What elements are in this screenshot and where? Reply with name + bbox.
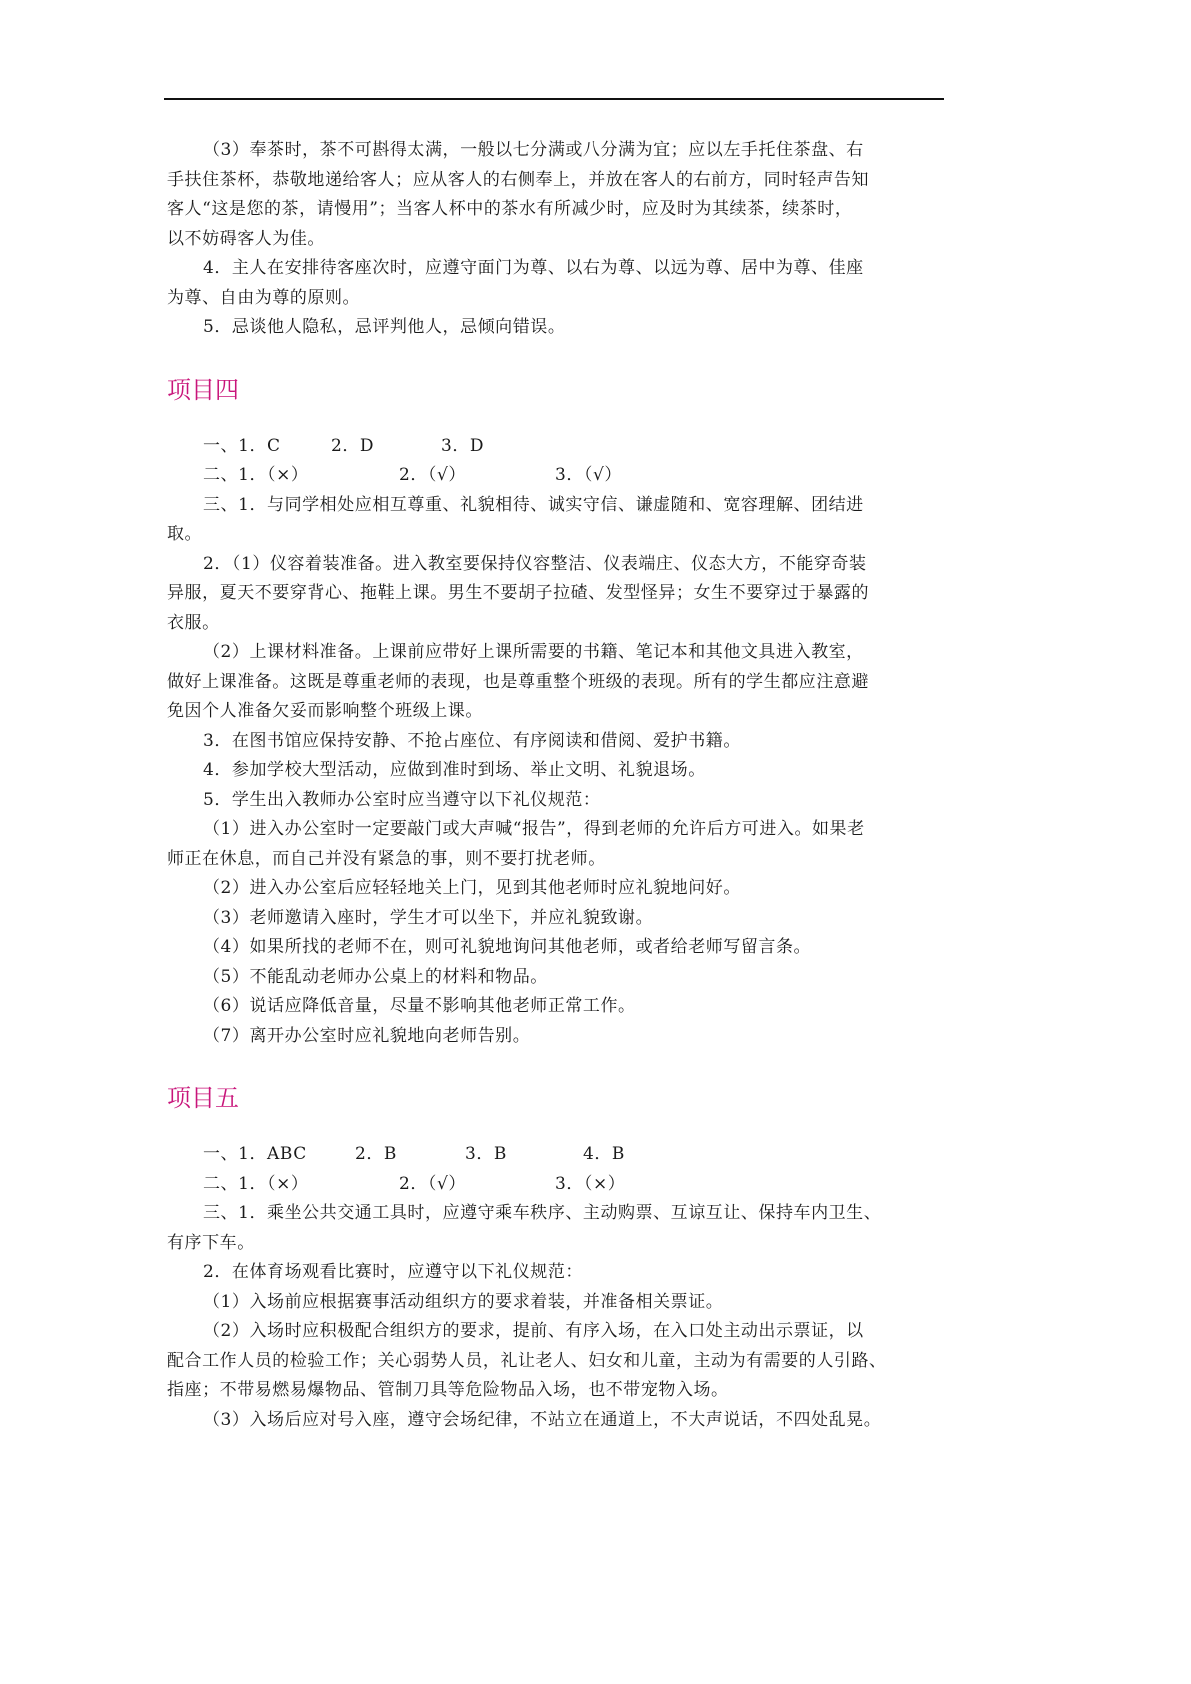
section-heading: 项目五 [167,1084,239,1112]
true-false-answers [167,1170,947,1200]
paragraph-line: （6）说话应降低音量，尽量不影响其他老师正常工作。 [203,996,636,1016]
paragraph-line: 2．在体育场观看比赛时，应遵守以下礼仪规范： [203,1262,583,1282]
answer-item: 3．（×） [555,1173,626,1194]
answer-item: 3．B [465,1144,507,1164]
paragraph-line: 4．参加学校大型活动，应做到准时到场、举止文明、礼貌退场。 [203,760,706,780]
answer-item: 2．（√） [399,1173,466,1194]
answer-item: 二、1．（×） [203,465,309,485]
multiple-choice-answers [167,432,947,462]
paragraph-line: 有序下车。 [167,1232,255,1253]
header-rule [164,98,944,100]
paragraph-line: 客人“这是您的茶，请慢用”；当客人杯中的茶水有所减少时，应及时为其续茶，续茶时， [167,199,853,219]
paragraph-line: （3）奉茶时，茶不可斟得太满，一般以七分满或八分满为宜；应以左手托住茶盘、右 [203,140,864,160]
paragraph-line: （2）进入办公室后应轻轻地关上门，见到其他老师时应礼貌地问好。 [203,878,741,898]
paragraph-line: 手扶住茶杯，恭敬地递给客人；应从客人的右侧奉上，并放在客人的右前方，同时轻声告知 [167,169,869,190]
answer-item: 一、1．C [203,435,281,456]
paragraph-line: 2．（1）仪容着装准备。进入教室要保持仪容整洁、仪表端庄、仪态大方，不能穿奇装 [203,553,867,574]
paragraph-line: 衣服。 [167,612,220,633]
paragraph-line: 4．主人在安排待客座次时，应遵守面门为尊、以右为尊、以远为尊、居中为尊、佳座 [203,258,864,278]
paragraph-line: 异服，夏天不要穿背心、拖鞋上课。男生不要胡子拉碴、发型怪异；女生不要穿过于暴露的 [167,583,869,603]
paragraph-line: （5）不能乱动老师办公桌上的材料和物品。 [203,966,548,987]
paragraph-line: （3）入场后应对号入座，遵守会场纪律，不站立在通道上，不大声说话，不四处乱晃。 [203,1409,882,1430]
answer-item: 2．B [355,1144,397,1164]
paragraph-line: 3．在图书馆应保持安静、不抢占座位、有序阅读和借阅、爱护书籍。 [203,730,741,751]
multiple-choice-answers [167,1140,947,1170]
paragraph-line: 取。 [167,524,203,544]
paragraph-line: （7）离开办公室时应礼貌地向老师告别。 [203,1025,531,1046]
paragraph-line: 5．忌谈他人隐私，忌评判他人，忌倾向错误。 [203,317,566,337]
answer-item: 4．B [583,1144,625,1164]
answer-item: 3．（√） [555,465,622,485]
answer-item: 二、1．（×） [203,1173,309,1194]
paragraph-line: 以不妨碍客人为佳。 [167,228,325,249]
paragraph-line: （1）进入办公室时一定要敲门或大声喊“报告”，得到老师的允许后方可进入。如果老 [203,819,865,839]
answer-item: 2．（√） [399,465,466,485]
paragraph-line: （2）入场时应积极配合组织方的要求，提前、有序入场，在入口处主动出示票证，以 [203,1321,864,1341]
paragraph-line: 5．学生出入教师办公室时应当遵守以下礼仪规范： [203,789,601,810]
answer-item: 2．D [331,435,375,456]
paragraph-line: （2）上课材料准备。上课前应带好上课所需要的书籍、笔记本和其他文具进入教室， [203,642,864,662]
paragraph-line: 指座；不带易燃易爆物品、管制刀具等危险物品入场，也不带宠物入场。 [167,1380,729,1400]
true-false-answers [167,461,947,491]
answer-item: 一、1．ABC [203,1144,307,1164]
paragraph-line: 三、1．与同学相处应相互尊重、礼貌相待、诚实守信、谦虚随和、宽容理解、团结进 [203,494,864,515]
paragraph-line: 师正在休息，而自己并没有紧急的事，则不要打扰老师。 [167,848,606,869]
paragraph-line: （1）入场前应根据赛事活动组织方的要求着装，并准备相关票证。 [203,1291,724,1312]
paragraph-line: （4）如果所找的老师不在，则可礼貌地询问其他老师，或者给老师写留言条。 [203,937,812,957]
paragraph-line: 配合工作人员的检验工作；关心弱势人员，礼让老人、妇女和儿童，主动为有需要的人引路、 [167,1350,887,1371]
paragraph-line: 免因个人准备欠妥而影响整个班级上课。 [167,701,483,721]
paragraph-line: 三、1．乘坐公共交通工具时，应遵守乘车秩序、主动购票、互谅互让、保持车内卫生、 [203,1203,882,1223]
section-heading: 项目四 [167,375,239,404]
paragraph-line: 为尊、自由为尊的原则。 [167,287,361,308]
paragraph-line: （3）老师邀请入座时，学生才可以坐下，并应礼貌致谢。 [203,907,654,928]
answer-item: 3．D [441,435,485,456]
page-body [167,136,947,1435]
paragraph-line: 做好上课准备。这既是尊重老师的表现，也是尊重整个班级的表现。所有的学生都应注意避 [167,671,869,692]
